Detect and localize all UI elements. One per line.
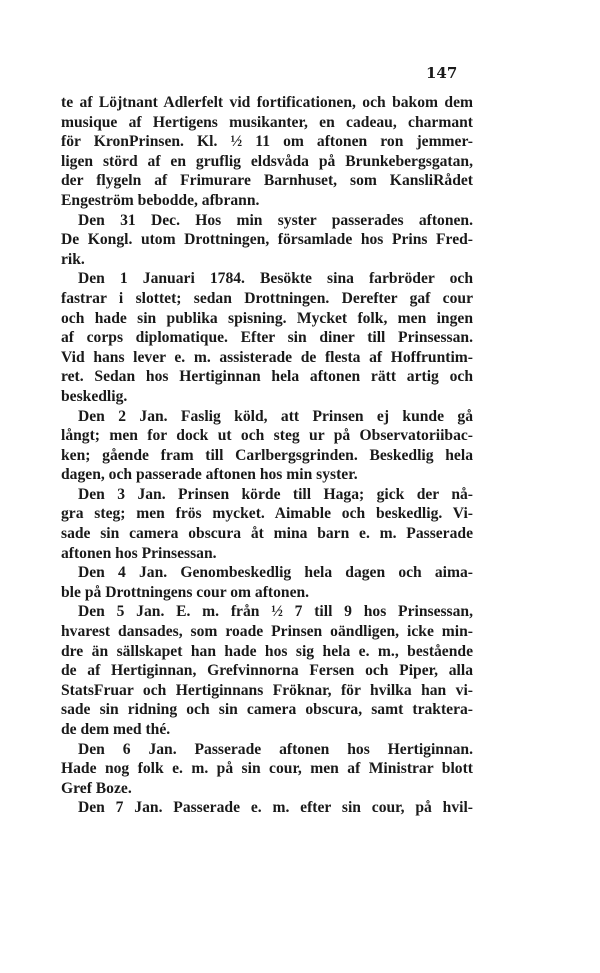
text-line: musique af Hertigens musikanter, en cadeau, charmant xyxy=(61,113,473,131)
text-line: Hade nog folk e. m. på sin cour, men af Ministrar blott xyxy=(61,760,473,778)
text-line: och hade sin publika spisning. Mycket folk, men ingen xyxy=(61,309,473,327)
text-line: aftonen hos Prinsessan. xyxy=(61,544,217,562)
text-line: ken; gående fram till Carlbergsgrinden. Beskedlig hela xyxy=(61,446,473,464)
text-line: der flygeln af Frimurare Barnhuset, som KansliRådet xyxy=(61,172,473,190)
text-line: StatsFruar och Hertiginnans Fröknar, för hvilka han vi- xyxy=(61,681,473,699)
text-line: hvarest dansades, som roade Prinsen oändligen, icke min- xyxy=(61,623,473,641)
text-line: rik. xyxy=(61,250,85,268)
text-line: ligen störd af en gruflig eldsvåda på Brunkebergsgatan, xyxy=(61,152,473,170)
text-line: ret. Sedan hos Hertiginnan hela aftonen rätt artig och xyxy=(61,368,473,386)
text-line: långt; men for dock ut och steg ur på Observatoriibac- xyxy=(61,427,473,445)
text-line: de af Hertiginnan, Grefvinnorna Fersen och Piper, alla xyxy=(61,662,473,680)
text-line: Den 5 Jan. E. m. från ½ 7 till 9 hos Prinsessan, xyxy=(78,603,473,621)
text-line: beskedlig. xyxy=(61,387,128,405)
text-line: de dem med thé. xyxy=(61,721,171,738)
text-line: Den 1 Januari 1784. Besökte sina farbröder och xyxy=(78,270,473,288)
text-line: Vid hans lever e. m. assisterade de flesta af Hoffruntim- xyxy=(61,348,473,366)
text-line: sade sin camera obscura åt mina barn e. m. Passerade xyxy=(61,525,473,543)
text-line: fastrar i slottet; sedan Drottningen. Derefter gaf cour xyxy=(61,289,473,307)
text-line: Den 31 Dec. Hos min syster passerades aftonen. xyxy=(78,211,473,229)
text-line: af corps diplomatique. Efter sin diner till Prinsessan. xyxy=(61,329,473,347)
text-line: Engeström bebodde, afbrann. xyxy=(61,191,260,209)
text-line: Den 2 Jan. Faslig köld, att Prinsen ej kunde gå xyxy=(78,407,473,425)
text-line: De Kongl. utom Drottningen, församlade hos Prins Fred- xyxy=(61,231,473,249)
text-line: ble på Drottningens cour om aftonen. xyxy=(61,583,310,601)
text-line: Den 3 Jan. Prinsen körde till Haga; gick der nå- xyxy=(78,485,473,503)
text-line: gra steg; men frös mycket. Aimable och beskedlig. Vi- xyxy=(61,505,473,523)
text-line: för KronPrinsen. Kl. ½ 11 om aftonen ron jemmer- xyxy=(61,133,473,151)
text-line: Den 6 Jan. Passerade aftonen hos Hertiginnan. xyxy=(78,740,473,758)
text-line: Den 4 Jan. Genombeskedlig hela dagen och aima- xyxy=(78,564,473,582)
text-line: sade sin ridning och sin camera obscura, samt traktera- xyxy=(61,701,473,719)
text-line: dagen, och passerade aftonen hos min syster. xyxy=(61,466,358,484)
text-line: Den 7 Jan. Passerade e. m. efter sin cour, på hvil- xyxy=(78,799,473,817)
text-line: dre än sällskapet han hade hos sig hela e. m., bestående xyxy=(61,642,473,660)
body-text xyxy=(61,93,473,818)
page-number: 147 xyxy=(426,64,458,82)
text-line: Gref Boze. xyxy=(61,779,132,797)
text-line: te af Löjtnant Adlerfelt vid fortificationen, och bakom dem xyxy=(61,94,473,111)
